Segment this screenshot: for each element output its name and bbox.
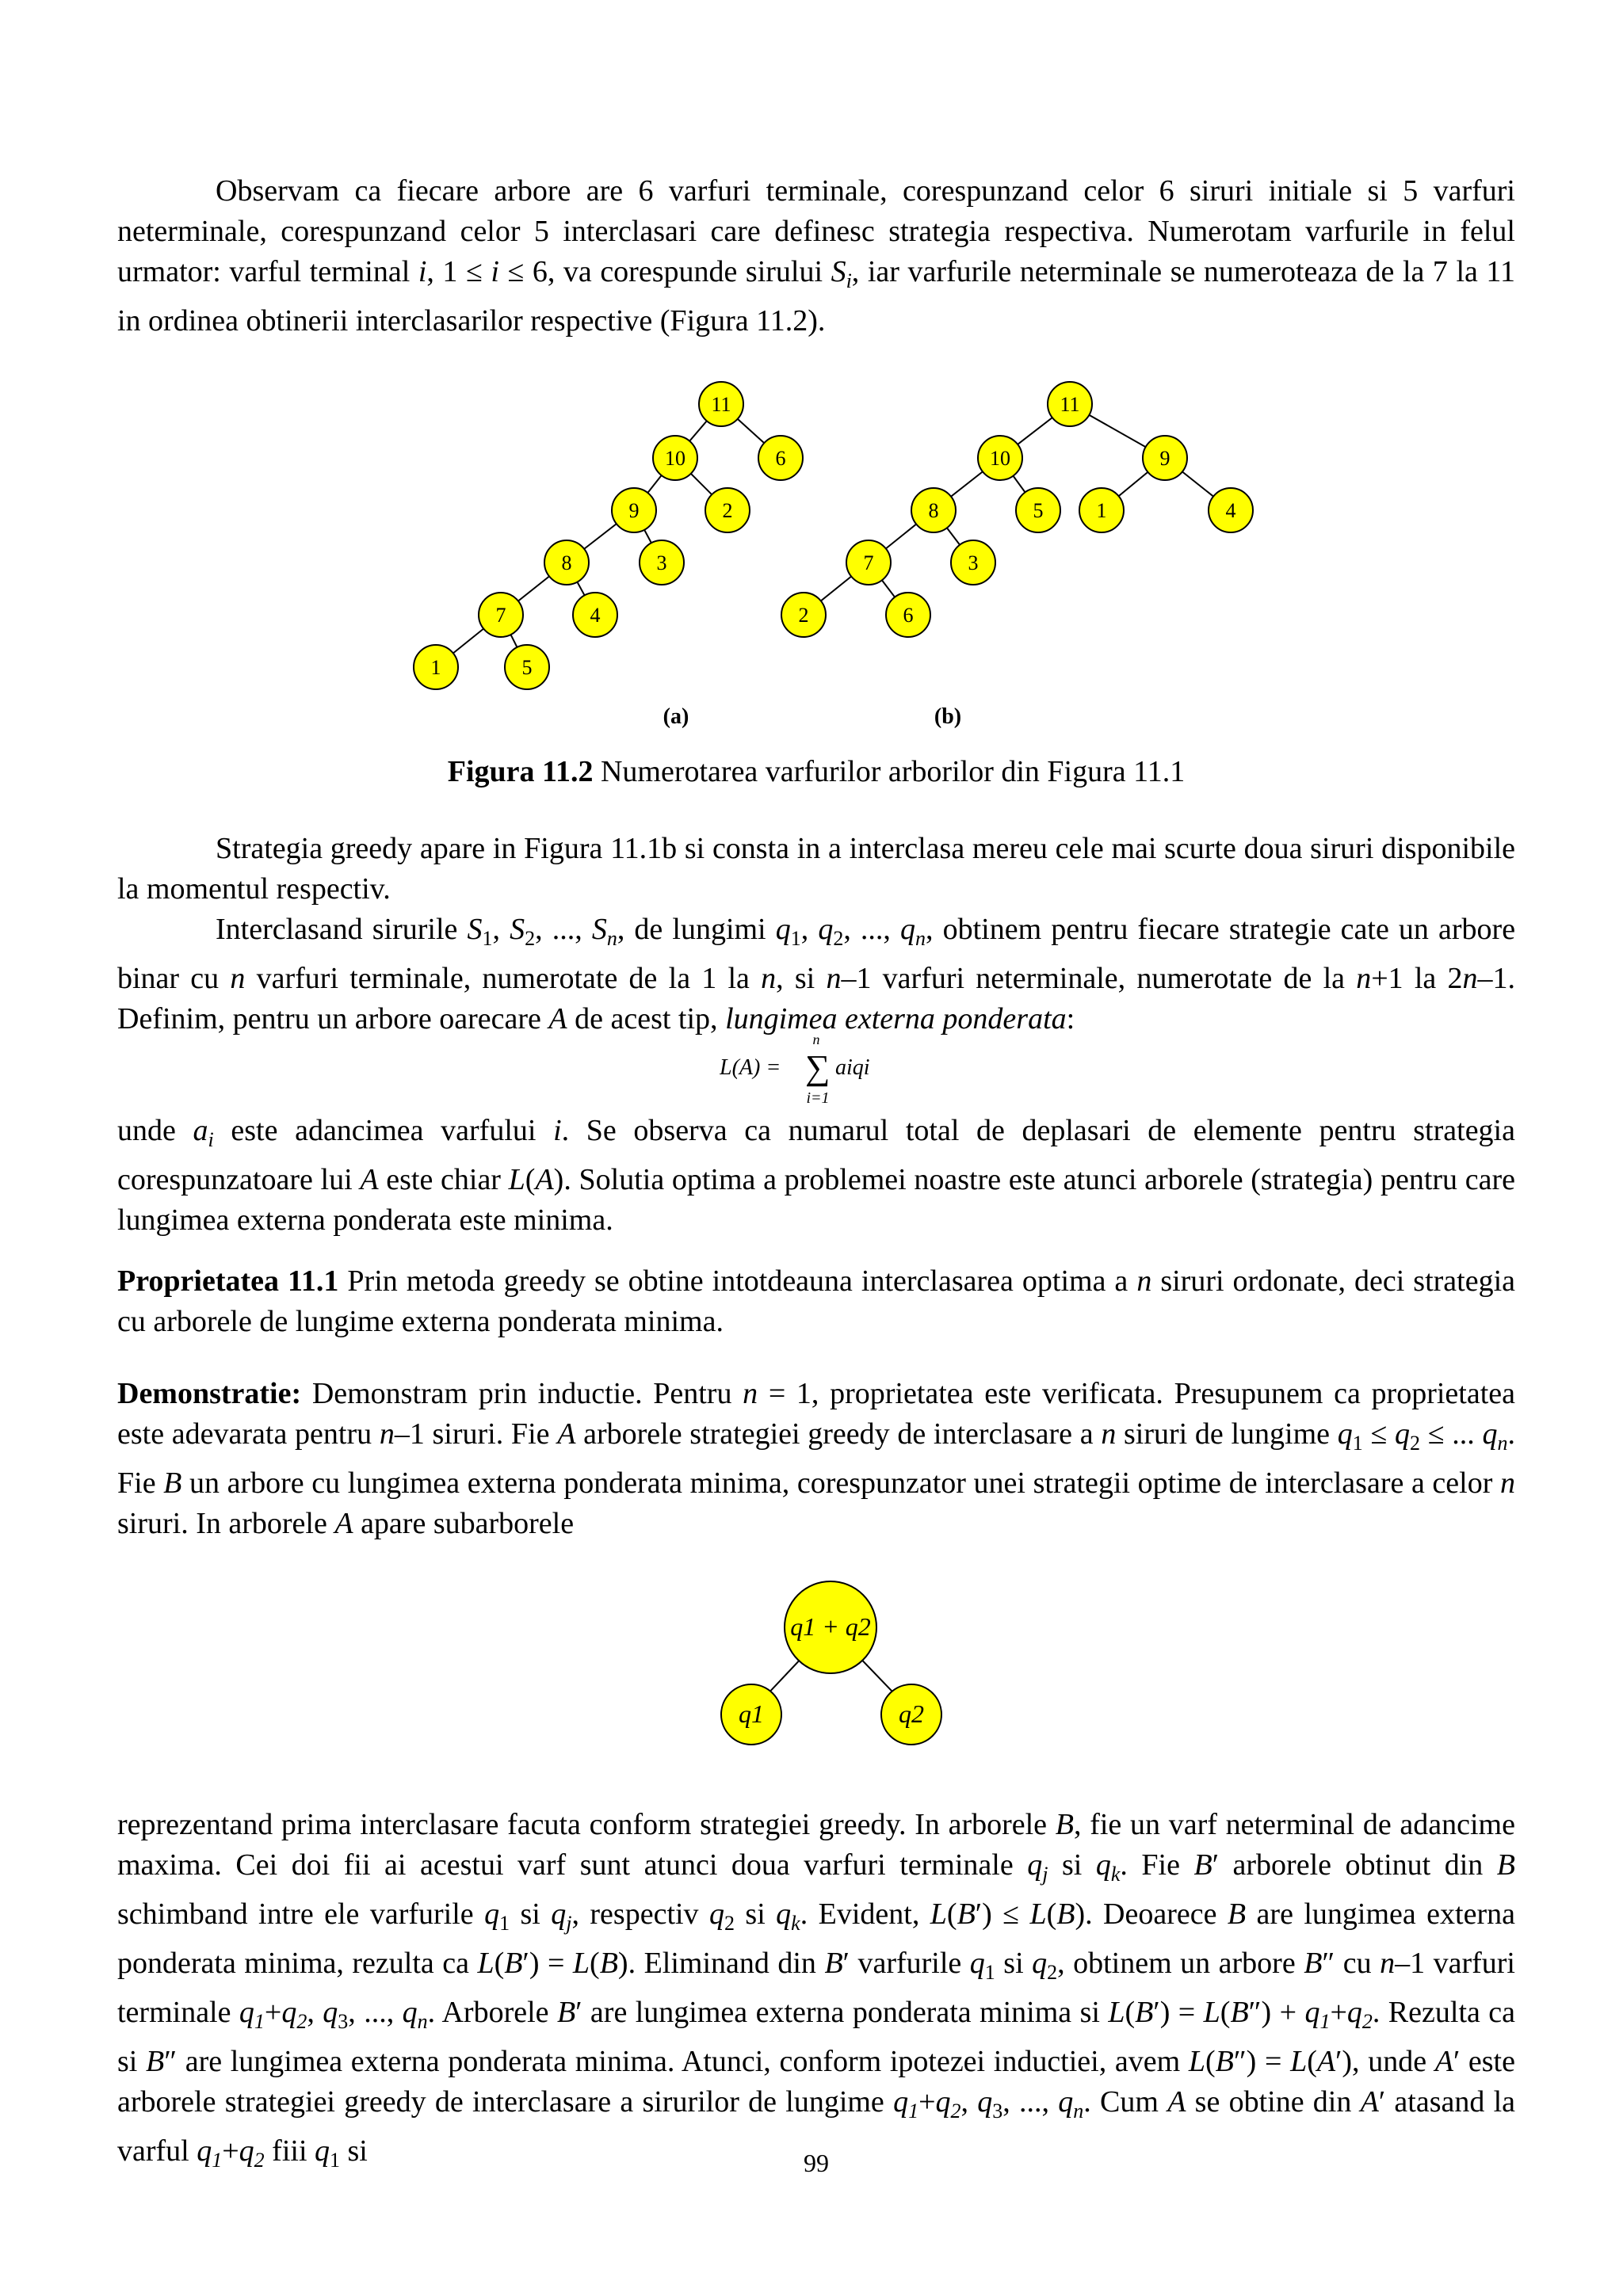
tree-b-node-label: 11 [1060,393,1080,416]
tree-a-node-label: 8 [561,551,572,574]
subtree-root-label: q1 + q2 [790,1612,871,1641]
paragraph-demonstration: Demonstratie: Demonstram prin inductie. Pentru n = 1, proprietatea este verificata. Presupunem ca proprietatea este adevarata pentru n–1 siruri. Fie A arborele strategiei greedy de interclasare a n siruri de lungime $q_1 \le q_2$ ≤ ... $q_n$. Fie B un arbore cu lungimea externa ponderata minima, corespunzator unei strategii optime de interclasare a celor n siruri. In arborele A apare subarborele [117,1377,1515,1540]
tree-b-node-label: 6 [903,604,914,627]
subtree-right-label: q2 [899,1699,924,1728]
tree-a-node-label: 7 [495,604,506,627]
tree-b-node-label: 9 [1159,447,1170,470]
tree-a-node-label: 6 [775,447,786,470]
tree-b-node-label: 8 [928,499,939,522]
paragraph-proof-body: reprezentand prima interclasare facuta conform strategiei greedy. In arborele B, fie un varf neterminal de adancime maxima. Cei doi fii ai acestui varf sunt atunci doua varfuri terminale $q_j$ si $q_k$. Fie B′ arborele obtinut din B schimband intre ele varfurile $q_1$ si $q_j$, respectiv $q_2$ si $q_k$. Evident, L(B′) ≤ L(B). Deoarece B are lungimea externa ponderata minima, rezulta ca L(B′) = L(B). Eliminand din B′ varfurile $q_1$ si $q_2$, obtinem un arbore B″ cu n–1 varfuri terminale $q_1+q_2$, $q_3$, ..., $q_n$. Arborele B′ are lungimea externa ponderata minima si $L(B') = L(B'') + q_1+q_2$. Rezulta ca si B″ are lungimea externa ponderata minima. Atunci, conform ipotezei inductiei, avem L(B″) = L(A′), unde A′ este arborele strategiei greedy de interclasare a sirurilor de lungime $q_1+q_2$, $q_3$, ..., $q_n$. Cum A se obtine din A′ atasand la varful $q_1+q_2$ fiii $q_1$ si [117,1808,1516,2172]
tree-b-node-label: 1 [1096,499,1107,522]
page-number: 99 [804,2149,829,2177]
tree-b-node-label: 7 [863,551,874,574]
subtree-left-label: q1 [739,1699,764,1728]
tree-b-node-label: 4 [1225,499,1236,522]
tree-a-node-label: 3 [656,551,667,574]
tree-a-node-label: 4 [590,604,601,627]
figure-11-2 [355,372,1401,737]
subtree-first-merge [696,1577,965,1751]
tree-b-node-label: 3 [968,551,979,574]
figure-caption [117,754,1515,789]
tree-b-node-label: 10 [990,447,1010,470]
formula-weighted-length [720,1030,957,1109]
tree-b-node-label: 2 [798,604,809,627]
paragraph-greedy: Strategia greedy apare in Figura 11.1b si consta in a interclasa mereu cele mai scurte doua siruri disponibile la momentul respectiv. [117,832,1515,906]
paragraph-depth: unde $a_i$ este adancimea varfului i. Se observa ca numarul total de deplasari de elemente pentru strategia corespunzatoare lui A este chiar L(A). Solutia optima a problemei noastre este atunci arborele (strategia) pentru care lungimea externa ponderata este minima. [117,1114,1515,1237]
tree-a-node-label: 2 [722,499,733,522]
sum-symbol: ∑ [805,1048,831,1087]
figure-caption-text: Numerotarea varfurilor arborilor din Figura 11.1 [593,755,1186,788]
tree-a-node-label: 1 [430,656,441,679]
formula-term: aiqi [835,1055,870,1080]
tree-a-node-label: 11 [711,393,731,416]
figure-caption-label: Figura 11.2 [447,755,594,788]
tree-a-caption: (a) [663,704,689,729]
tree-b-node-label: 5 [1033,499,1044,522]
paragraph-intro: Observam ca fiecare arbore are 6 varfuri terminale, corespunzand celor 6 siruri initiale si 5 varfuri neterminale, corespunzand celor 5 interclasari care definesc strategia respectiva. Numerotam varfurile in felul urmator: varful terminal i, 1 ≤ i ≤ 6, va corespunde sirului $S_i$, iar varfurile neterminale se numeroteaza de la 7 la 11 in ordinea obtinerii interclasarilor respective (Figura 11.2). [117,174,1515,338]
tree-b-caption: (b) [934,704,962,729]
tree-a-node-label: 10 [665,447,685,470]
tree-a-node-label: 5 [521,656,533,679]
paragraph-interclasand: Interclasand sirurile $S_1$, $S_2$, ..., $S_n$, de lungimi $q_1$, $q_2$, ..., $q_n$, obtinem pentru fiecare strategie cate un arbore binar cu n varfuri terminale, numerotate de la 1 la n, si n–1 varfuri neterminale, numerotate de la n+1 la 2n–1. Definim, pentru un arbore oarecare A de acest tip, lungimea externa ponderata: [117,913,1516,1035]
tree-a-node-label: 9 [628,499,640,522]
formula-lhs: L(A) = [720,1055,781,1080]
formula-sum-bottom: i=1 [806,1089,830,1107]
paragraph-property: Proprietatea 11.1 Prin metoda greedy se obtine intotdeauna interclasarea optima a n siruri ordonate, deci strategia cu arborele de lungime externa ponderata minima. [117,1264,1515,1338]
formula-sum-top: n [812,1032,820,1047]
